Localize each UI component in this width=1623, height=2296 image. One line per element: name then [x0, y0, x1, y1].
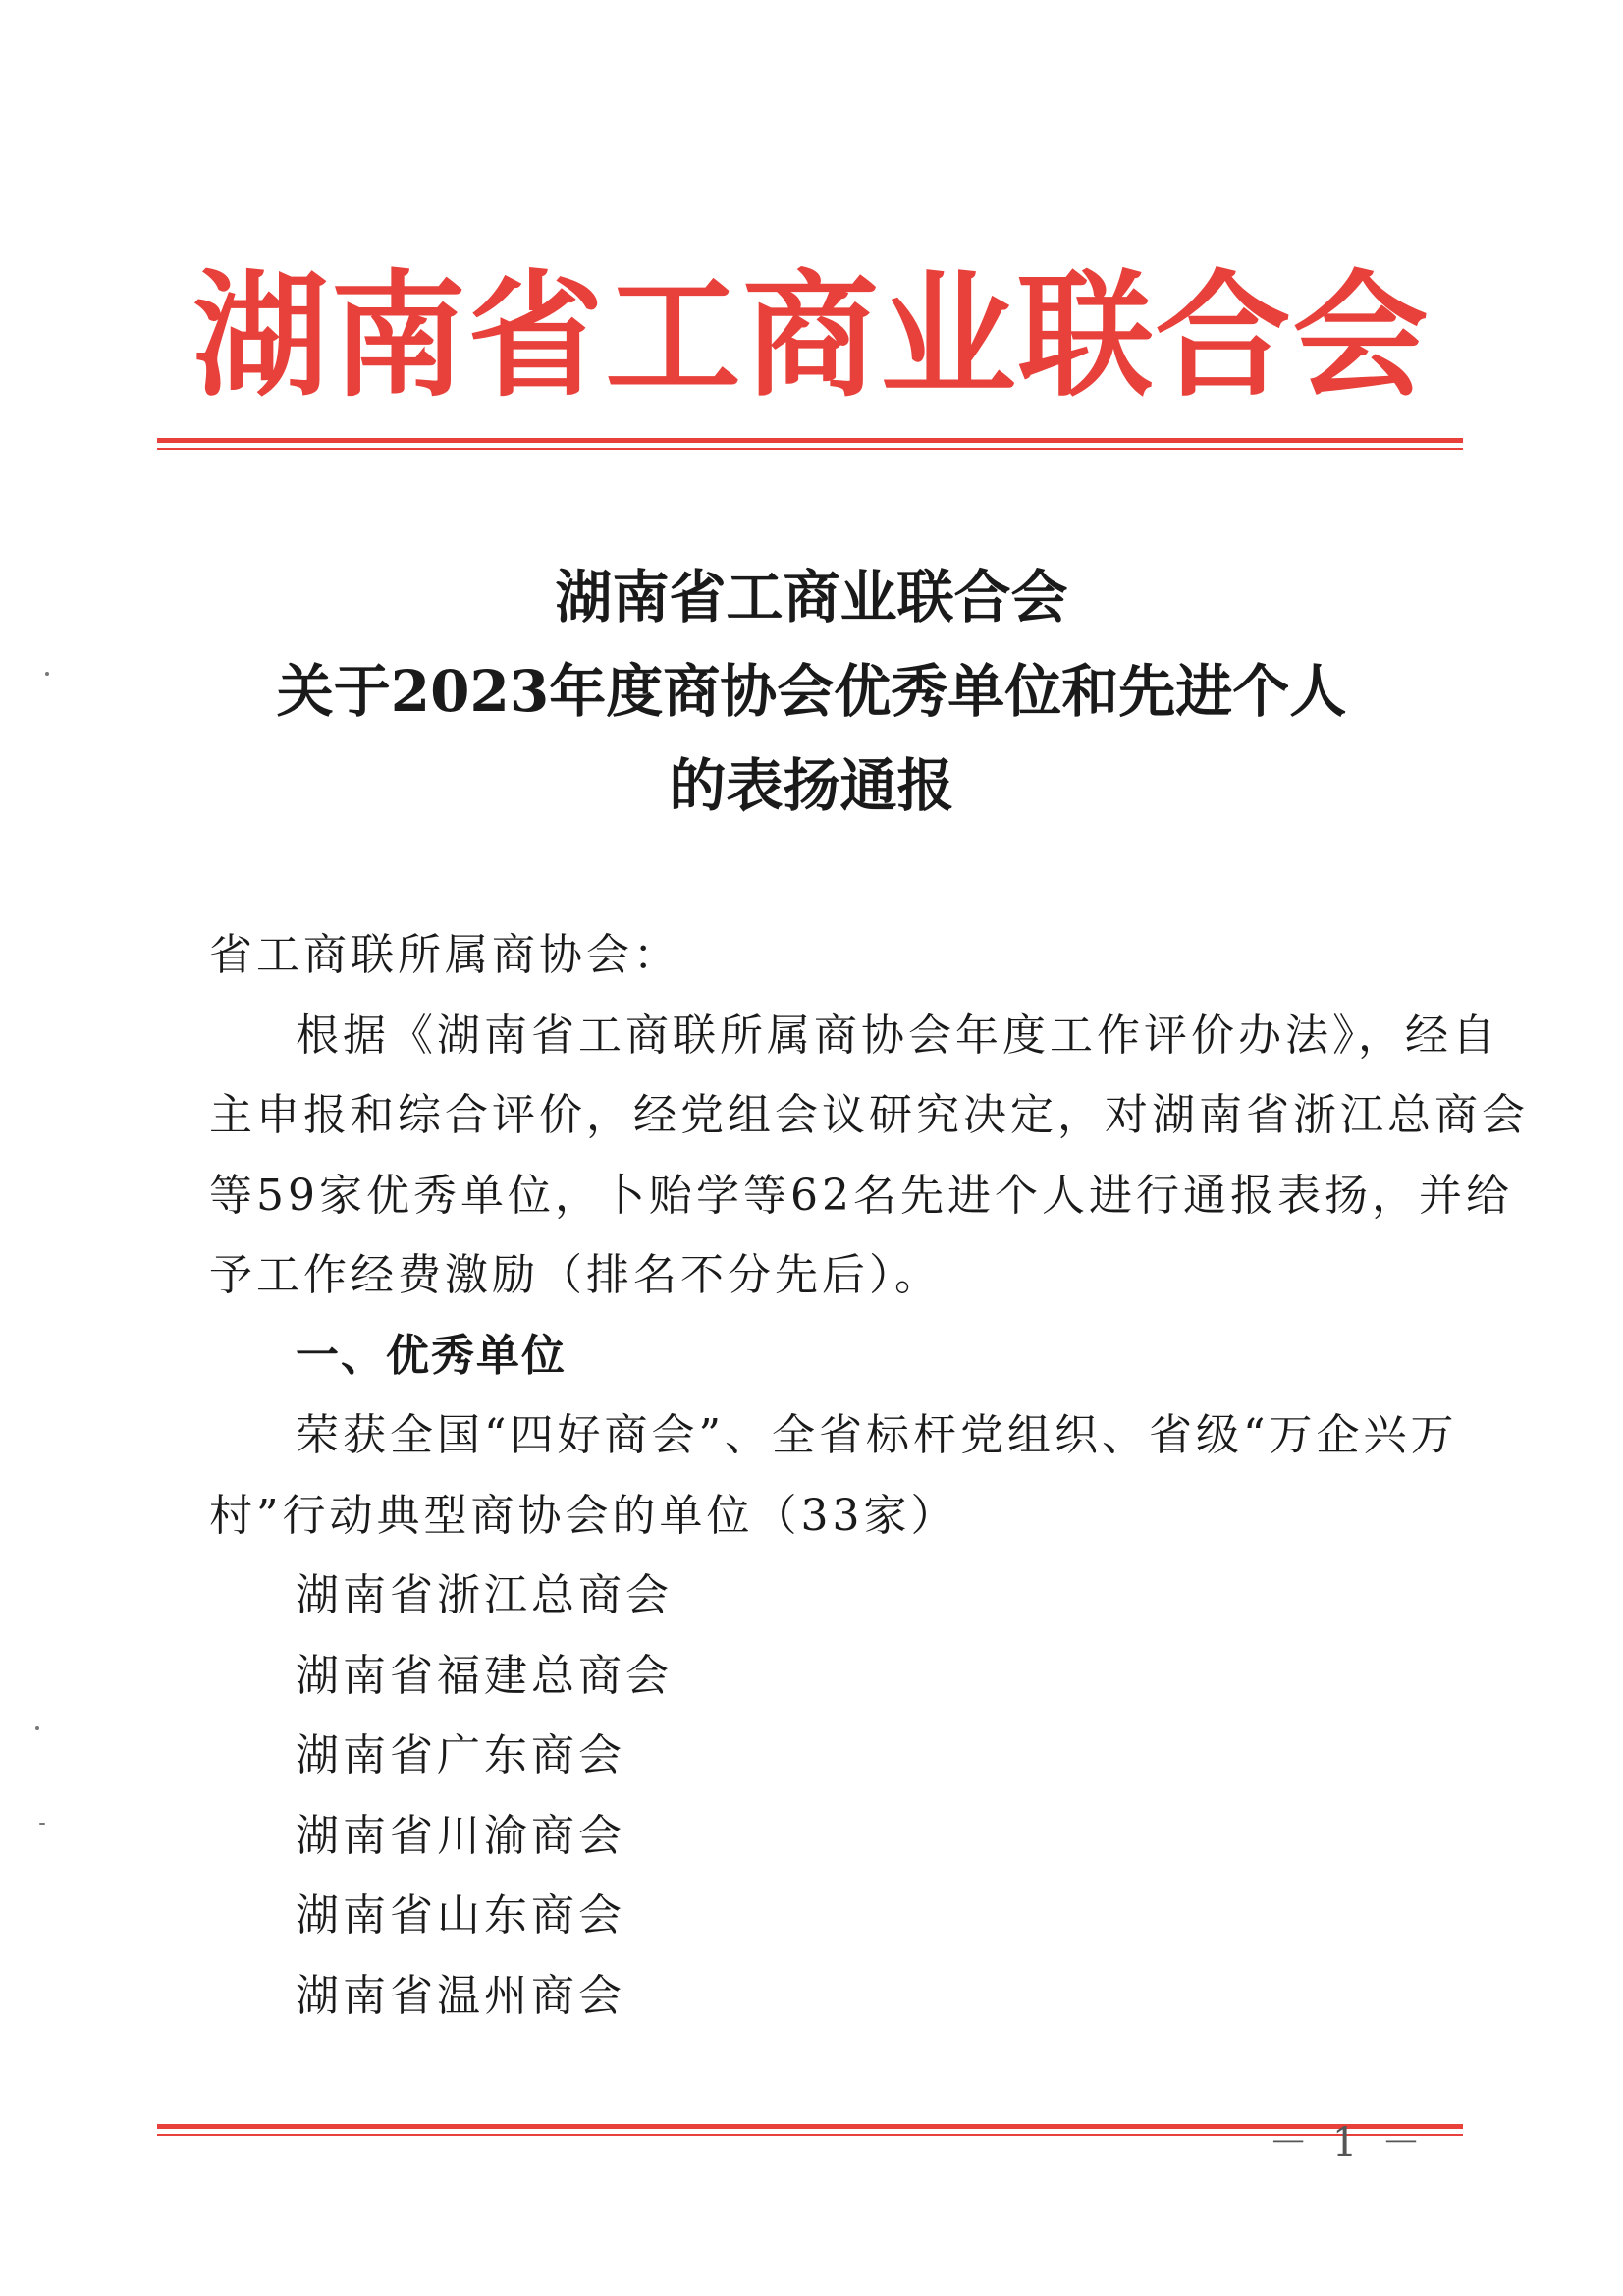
top-red-rule-thin	[157, 448, 1463, 450]
salutation: 省工商联所属商协会：	[209, 930, 680, 980]
unit-list-item: 湖南省浙江总商会	[296, 1570, 673, 1620]
paragraph-line: 主申报和综合评价，经党组会议研究决定，对湖南省浙江总商会	[209, 1090, 1529, 1140]
document-body	[209, 915, 1529, 2036]
bottom-red-rule	[157, 2124, 1463, 2129]
section-heading: 一、优秀单位	[296, 1330, 567, 1381]
scan-speck	[35, 1726, 39, 1730]
paragraph-line: 等59家优秀单位，卜贻学等62名先进个人进行通报表扬，并给	[209, 1170, 1513, 1221]
unit-list-item: 湖南省山东商会	[296, 1890, 625, 1941]
category-line: 村”行动典型商协会的单位（33家）	[209, 1490, 958, 1541]
paragraph-line: 予工作经费激励（排名不分先后）。	[209, 1250, 942, 1300]
paragraph-line: 根据《湖南省工商联所属商协会年度工作评价办法》，经自	[296, 1010, 1499, 1061]
scan-speck	[39, 1823, 45, 1825]
scan-speck	[45, 672, 49, 676]
unit-list-item: 湖南省川渝商会	[296, 1810, 625, 1861]
document-title	[0, 550, 1623, 833]
category-line: 荣获全国“四好商会”、全省标杆党组织、省级“万企兴万	[296, 1410, 1458, 1460]
letterhead-title: 湖南省工商业联合会	[192, 255, 1431, 415]
top-red-rule	[157, 438, 1463, 443]
document-title-line-1: 湖南省工商业联合会	[555, 564, 1068, 630]
unit-list-item: 湖南省广东商会	[296, 1730, 625, 1780]
document-title-line-3: 的表扬通报	[669, 752, 954, 819]
unit-list-item: 湖南省温州商会	[296, 1970, 625, 2021]
unit-list-item: 湖南省福建总商会	[296, 1650, 673, 1701]
bottom-red-rule-thin	[157, 2134, 1463, 2136]
document-title-line-2: 关于2023年度商协会优秀单位和先进个人	[276, 658, 1347, 725]
page-number: － 1 －	[1269, 2120, 1427, 2165]
